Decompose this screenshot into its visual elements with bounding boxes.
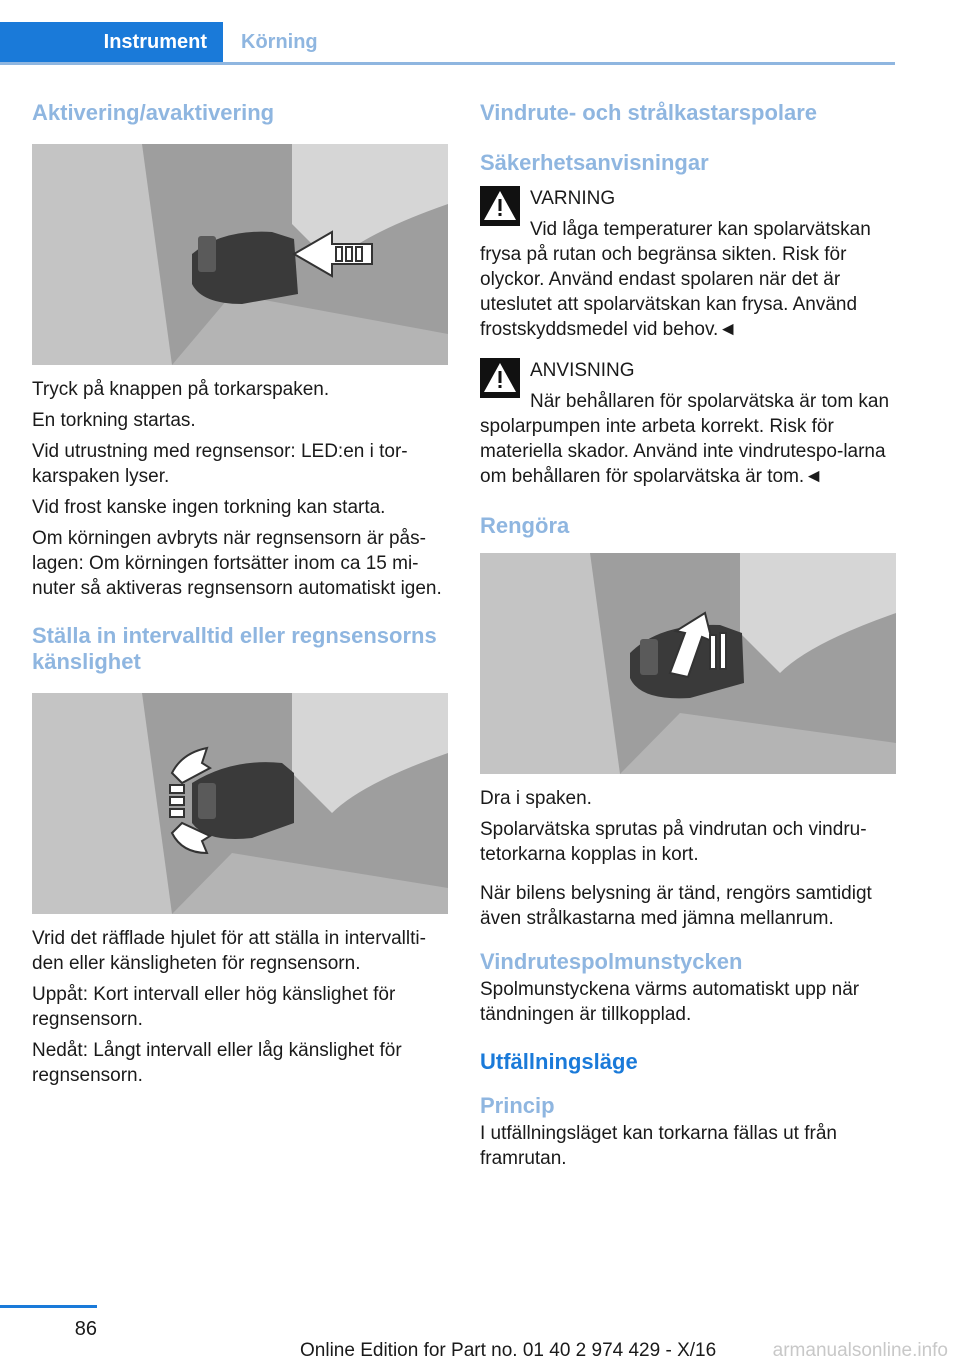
text-headlights-cleaned: När bilens belysning är tänd, rengörs samtidigt även strålkastarna med jämna mellanrum.	[480, 883, 872, 929]
text-pull-lever: Dra i spaken.	[480, 788, 592, 809]
notice-text: När behållaren för spolarvätska är tom kan spolarpumpen inte arbeta korrekt. Risk för materiella skador. Använd inte vindrutespo-larna om behållaren för spolarvätska är tom.◄	[480, 391, 890, 487]
right-column	[480, 100, 896, 1171]
notice-icon	[480, 358, 520, 398]
warning-block	[480, 186, 896, 342]
text-rain-sensor-led: Vid utrustning med regnsensor: LED:en i tor-karspaken lyser.	[32, 441, 408, 487]
heading-nozzles: Vindrutespolmunstycken	[480, 949, 743, 974]
page-number: 86	[74, 1318, 97, 1340]
watermark-text: armanualsonline.info	[772, 1340, 948, 1361]
heading-clean: Rengöra	[480, 513, 570, 538]
footer-rule	[0, 1305, 97, 1308]
warning-title: VARNING	[530, 188, 616, 209]
heading-principle: Princip	[480, 1093, 555, 1118]
left-column	[32, 100, 448, 1088]
text-wiping-starts: En torkning startas.	[32, 410, 196, 431]
notice-block	[480, 358, 896, 489]
warning-icon	[480, 186, 520, 226]
heading-washer: Vindrute- och strålkastarspolare	[480, 100, 818, 125]
text-up: Uppåt: Kort intervall eller hög känslighet för regnsensorn.	[32, 984, 396, 1030]
heading-interval: Ställa in intervalltid eller regnsensorns känslighet	[32, 623, 437, 674]
heading-activation: Aktivering/avaktivering	[32, 100, 275, 125]
warning-text: Vid låga temperaturer kan spolarvätskan frysa på rutan och begränsa sikten. Risk för olyckor. Använd endast spolaren när det är uteslutet att spolarvätskan kan frysa. Använd frostskyddsmedel vid behov.◄	[480, 219, 871, 340]
header-tab-bar	[0, 22, 895, 65]
figure-pull-lever	[480, 553, 896, 774]
text-turn-wheel: Vrid det räfflade hjulet för att ställa in intervallti-den eller känsligheten för regnsensorn.	[32, 928, 426, 974]
notice-title: ANVISNING	[530, 360, 635, 381]
text-press-button: Tryck på knappen på torkarspaken.	[32, 379, 330, 400]
figure-wiper-button	[32, 144, 448, 365]
text-down: Nedåt: Långt intervall eller låg känslighet för regnsensorn.	[32, 1040, 402, 1086]
text-frost: Vid frost kanske ingen torkning kan starta.	[32, 497, 386, 518]
heading-safety: Säkerhetsanvisningar	[480, 150, 709, 175]
figure-knurled-wheel	[32, 693, 448, 914]
text-fold-out: I utfällningsläget kan torkarna fällas ut från framrutan.	[480, 1123, 837, 1169]
tab-instrument[interactable]: Instrument	[0, 22, 223, 62]
heading-fold-position: Utfällningsläge	[480, 1049, 638, 1074]
text-nozzles-heated: Spolmunstyckena värms automatiskt upp när tändningen är tillkopplad.	[480, 979, 860, 1025]
text-interrupted-drive: Om körningen avbryts när regnsensorn är pås-lagen: Om körningen fortsätter inom ca 15 mi-nuter så aktiveras regnsensorn automatiskt igen.	[32, 528, 442, 599]
text-fluid-sprayed: Spolarvätska sprutas på vindrutan och vindru-tetorkarna kopplas in kort.	[480, 819, 867, 865]
tab-korning[interactable]: Körning	[241, 31, 318, 53]
edition-note: Online Edition for Part no. 01 40 2 974 429 - X/16	[300, 1340, 717, 1361]
